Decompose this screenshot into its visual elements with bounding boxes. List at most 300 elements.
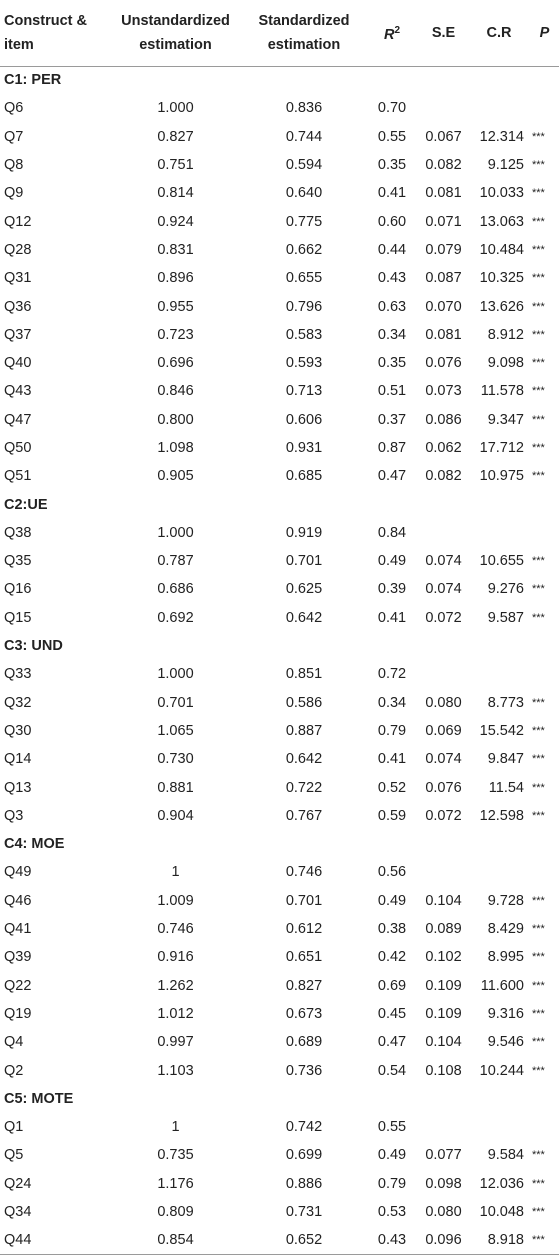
cell-se: 0.082 <box>425 468 462 485</box>
cell-cr: 11.578 <box>480 383 524 400</box>
cell-item: Q31 <box>4 270 32 287</box>
header-unstandardized-estimation: Unstandardized estimation <box>108 0 243 66</box>
cell-unstandardized: 0.881 <box>157 779 194 796</box>
cell-p <box>530 94 559 122</box>
cell-se: 0.089 <box>425 921 462 938</box>
cell-item: Q49 <box>4 864 32 881</box>
cell-unstandardized: 0.814 <box>157 185 194 202</box>
table-row <box>0 547 559 575</box>
cell-se: 0.108 <box>425 1062 462 1079</box>
cell-item: Q6 <box>4 100 24 117</box>
cell-p: *** <box>532 130 545 143</box>
cell-p <box>530 519 559 547</box>
cell-unstandardized: 0.751 <box>157 157 194 174</box>
cell-se: 0.087 <box>425 270 462 287</box>
cell-standardized: 0.887 <box>285 722 323 739</box>
cell-unstandardized: 1.103 <box>157 1062 194 1079</box>
cell-item: Q5 <box>4 1147 24 1164</box>
cell-se: 0.109 <box>425 1005 462 1022</box>
table-row <box>0 292 559 320</box>
cell-cr <box>468 519 530 547</box>
cell-unstandardized: 0.854 <box>108 1226 243 1254</box>
cell-standardized: 0.796 <box>285 298 323 315</box>
table-row <box>0 604 559 632</box>
cell-unstandardized: 0.809 <box>157 1204 194 1221</box>
cell-standardized: 0.699 <box>285 1147 323 1164</box>
table-row <box>0 1141 559 1169</box>
table-row <box>0 575 559 603</box>
cell-p: *** <box>532 328 545 341</box>
cell-unstandardized: 0.800 <box>157 411 194 428</box>
cell-unstandardized: 1.262 <box>157 977 194 994</box>
cell-p: *** <box>532 951 545 964</box>
cell-item: Q51 <box>4 468 32 485</box>
table-row <box>0 462 559 490</box>
cell-standardized: 0.583 <box>285 326 323 343</box>
cell-r-squared: 0.43 <box>377 270 407 287</box>
cell-unstandardized: 0.904 <box>157 807 194 824</box>
construct-group-row <box>0 66 559 94</box>
cell-item: Q38 <box>4 524 32 541</box>
cell-p: *** <box>532 555 545 568</box>
cell-cr: 8.429 <box>487 921 524 938</box>
cell-cr: 9.728 <box>487 892 524 909</box>
cell-se: 0.104 <box>425 1034 462 1051</box>
table-row <box>0 689 559 717</box>
cell-se: 0.081 <box>425 185 462 202</box>
table-header <box>0 0 559 66</box>
cell-standardized: 0.731 <box>285 1204 323 1221</box>
cell-se <box>419 1113 468 1141</box>
cell-item: Q41 <box>4 921 32 938</box>
cell-r-squared: 0.79 <box>377 1175 407 1192</box>
header-p: P <box>530 0 559 66</box>
cell-r-squared: 0.53 <box>377 1204 407 1221</box>
cell-standardized: 0.742 <box>285 1119 323 1136</box>
cell-r-squared: 0.87 <box>377 440 407 456</box>
cell-p: *** <box>532 781 545 794</box>
cell-r-squared: 0.55 <box>377 128 407 145</box>
cell-p: *** <box>532 923 545 936</box>
cell-standardized: 0.642 <box>285 751 323 768</box>
construct-group-row <box>0 830 559 858</box>
cell-unstandardized: 1.009 <box>157 892 194 909</box>
cell-r-squared: 0.63 <box>377 298 407 315</box>
cell-item: Q33 <box>4 666 32 683</box>
cell-unstandardized: 0.924 <box>157 213 194 230</box>
header-se: S.E <box>419 0 468 66</box>
cell-item: Q28 <box>4 241 32 258</box>
cell-se: 0.074 <box>425 581 462 598</box>
cell-cr <box>468 660 530 688</box>
cell-r-squared: 0.49 <box>377 892 407 909</box>
cell-unstandardized: 0.686 <box>157 581 194 598</box>
cell-cr: 8.995 <box>487 949 524 966</box>
table-row <box>0 236 559 264</box>
cell-se: 0.069 <box>425 722 462 739</box>
table-row <box>0 1226 559 1254</box>
construct-group-row <box>0 1085 559 1113</box>
table-row <box>0 123 559 151</box>
cell-unstandardized: 1.000 <box>157 524 194 541</box>
cell-standardized: 0.662 <box>285 241 323 258</box>
cell-p: *** <box>532 442 545 454</box>
cell-cr: 13.626 <box>479 298 524 315</box>
cell-se: 0.072 <box>425 609 462 626</box>
cell-p: *** <box>532 611 545 624</box>
cell-unstandardized: 0.827 <box>157 128 194 145</box>
cell-item: Q15 <box>4 609 32 626</box>
cell-unstandardized: 0.701 <box>157 694 194 711</box>
cell-unstandardized: 0.746 <box>157 921 194 938</box>
cell-standardized: 0.594 <box>285 157 323 174</box>
cell-unstandardized: 1.065 <box>157 722 194 739</box>
cell-item: Q13 <box>4 779 32 796</box>
cell-p: *** <box>532 1206 545 1219</box>
table-row <box>0 519 559 547</box>
cell-r-squared: 0.70 <box>377 100 407 117</box>
table-row <box>0 660 559 688</box>
construct-group-label: C4: MOE <box>4 836 65 853</box>
cell-se: 0.072 <box>425 807 462 824</box>
cell-item: Q35 <box>4 553 32 570</box>
cell-unstandardized: 0.730 <box>157 751 194 768</box>
cell-unstandardized: 0.787 <box>157 553 194 570</box>
cell-unstandardized: 0.735 <box>157 1147 194 1164</box>
cell-se: 0.109 <box>425 977 462 994</box>
cell-item: Q30 <box>4 722 32 739</box>
cell-cr <box>468 94 530 122</box>
cell-item: Q1 <box>4 1119 24 1136</box>
cell-r-squared: 0.47 <box>377 468 407 485</box>
cell-se: 0.067 <box>425 128 462 145</box>
cell-item: Q22 <box>4 977 32 994</box>
cell-item: Q7 <box>4 128 24 145</box>
cell-item: Q2 <box>4 1062 24 1079</box>
cell-cr: 17.712 <box>479 440 524 456</box>
cell-r-squared: 0.55 <box>377 1119 407 1136</box>
cell-r-squared: 0.41 <box>377 751 407 768</box>
cell-cr <box>468 858 530 886</box>
cell-r-squared: 0.38 <box>377 921 407 938</box>
cell-p <box>530 660 559 688</box>
cell-cr: 9.125 <box>487 157 524 174</box>
cell-item: Q12 <box>4 213 32 230</box>
cell-unstandardized: 0.723 <box>157 326 194 343</box>
table-row <box>0 1170 559 1198</box>
cell-se: 0.074 <box>425 751 462 768</box>
cell-p: *** <box>532 1177 545 1190</box>
cell-item: Q46 <box>4 892 32 909</box>
cell-r-squared: 0.35 <box>377 157 407 174</box>
cell-p: *** <box>532 159 545 172</box>
cell-p: *** <box>532 753 545 766</box>
cell-p: *** <box>532 724 545 737</box>
cell-standardized: 0.722 <box>285 779 323 796</box>
cell-unstandardized: 0.997 <box>157 1034 194 1051</box>
construct-group-row <box>0 490 559 518</box>
cell-cr <box>468 1113 530 1141</box>
cell-item: Q39 <box>4 949 32 966</box>
cell-standardized: 0.827 <box>285 977 323 994</box>
construct-group-label: C1: PER <box>4 72 62 89</box>
cell-standardized: 0.606 <box>285 411 323 428</box>
cell-r-squared: 0.84 <box>377 524 407 541</box>
cell-item: Q50 <box>4 440 32 456</box>
cell-cr: 9.347 <box>487 411 524 428</box>
cell-r-squared: 0.49 <box>377 553 407 570</box>
table-row <box>0 1000 559 1028</box>
cell-cr: 9.584 <box>487 1147 524 1164</box>
cell-se: 0.098 <box>425 1175 462 1192</box>
cell-r-squared: 0.49 <box>377 1147 407 1164</box>
cell-p: *** <box>532 1007 545 1020</box>
table-body <box>0 66 559 1254</box>
cell-r-squared: 0.54 <box>377 1062 407 1079</box>
header-construct-item: Construct & item <box>0 0 108 66</box>
cell-se: 0.062 <box>425 440 462 456</box>
cell-cr: 9.847 <box>487 751 524 768</box>
cell-unstandardized: 0.831 <box>157 241 194 258</box>
cell-r-squared: 0.47 <box>377 1034 407 1051</box>
cell-r-squared: 0.59 <box>377 807 407 824</box>
cell-standardized: 0.586 <box>285 694 323 711</box>
cell-item: Q19 <box>4 1005 32 1022</box>
cell-p: *** <box>532 413 545 426</box>
cell-r-squared: 0.41 <box>377 609 407 626</box>
cell-se: 0.079 <box>425 241 462 258</box>
table-row <box>0 207 559 235</box>
table-row <box>0 1113 559 1141</box>
cell-p: *** <box>532 300 545 313</box>
cell-r-squared: 0.34 <box>377 326 407 343</box>
cell-se: 0.077 <box>425 1147 462 1164</box>
cell-cr: 12.036 <box>479 1175 524 1192</box>
cell-unstandardized: 1.176 <box>157 1175 194 1192</box>
table-row <box>0 858 559 886</box>
cell-standardized: 0.767 <box>285 807 323 824</box>
cell-se <box>419 519 468 547</box>
cell-item: Q34 <box>4 1204 32 1221</box>
table-row <box>0 349 559 377</box>
cell-se <box>419 858 468 886</box>
cell-unstandardized: 0.955 <box>157 298 194 315</box>
cell-cr: 12.314 <box>479 128 524 145</box>
cell-cr: 8.773 <box>487 694 524 711</box>
table-row <box>0 745 559 773</box>
cell-standardized: 0.931 <box>285 440 323 456</box>
cell-standardized: 0.685 <box>285 468 323 485</box>
cell-r-squared: 0.44 <box>377 241 407 258</box>
construct-group-label: C2:UE <box>4 496 48 513</box>
cell-r-squared: 0.43 <box>365 1226 419 1254</box>
cell-r-squared: 0.37 <box>377 411 407 428</box>
cell-cr: 12.598 <box>479 807 524 824</box>
cell-standardized: 0.701 <box>285 553 323 570</box>
cell-unstandardized: 0.905 <box>157 468 194 485</box>
cell-se: 0.076 <box>425 355 462 372</box>
cell-p: *** <box>530 1226 559 1254</box>
table-row <box>0 94 559 122</box>
cell-cr: 10.325 <box>479 270 524 287</box>
cell-r-squared: 0.41 <box>377 185 407 202</box>
table-row <box>0 1198 559 1226</box>
cell-item: Q16 <box>4 581 32 598</box>
cell-se: 0.080 <box>425 694 462 711</box>
cell-r-squared: 0.56 <box>377 864 407 881</box>
table-row <box>0 321 559 349</box>
cell-se: 0.081 <box>425 326 462 343</box>
table-row <box>0 802 559 830</box>
table-row <box>0 972 559 1000</box>
cell-unstandardized: 0.696 <box>157 355 194 372</box>
cell-item: Q44 <box>0 1226 108 1254</box>
cell-item: Q4 <box>4 1034 24 1051</box>
cell-unstandardized: 1 <box>171 1119 180 1136</box>
cell-cr: 9.546 <box>487 1034 524 1051</box>
cell-se: 0.104 <box>425 892 462 909</box>
cell-p: *** <box>532 1149 545 1162</box>
cell-cr: 10.655 <box>479 553 524 570</box>
cell-standardized: 0.652 <box>243 1226 365 1254</box>
cell-se <box>419 94 468 122</box>
header-r-squared: $R^2$ <box>365 0 419 66</box>
cell-standardized: 0.736 <box>285 1062 323 1079</box>
cell-p: *** <box>532 894 545 907</box>
cell-unstandardized: 0.896 <box>157 270 194 287</box>
cell-se: 0.102 <box>425 949 462 966</box>
cell-item: Q24 <box>4 1175 32 1192</box>
cell-item: Q14 <box>4 751 32 768</box>
cell-standardized: 0.836 <box>285 100 323 117</box>
cell-standardized: 0.701 <box>285 892 323 909</box>
cell-cr: 10.048 <box>479 1204 524 1221</box>
cell-standardized: 0.593 <box>285 355 323 372</box>
cell-p: *** <box>532 583 545 596</box>
cell-cr: 10.484 <box>479 241 524 258</box>
cell-cr: 11.54 <box>488 779 524 796</box>
cell-se: 0.096 <box>419 1226 468 1254</box>
table-row <box>0 1056 559 1084</box>
cell-standardized: 0.625 <box>285 581 323 598</box>
cell-item: Q36 <box>4 298 32 315</box>
cell-standardized: 0.655 <box>285 270 323 287</box>
table-row <box>0 915 559 943</box>
cell-standardized: 0.851 <box>285 666 323 683</box>
cell-p: *** <box>532 1064 545 1077</box>
cell-unstandardized: 0.846 <box>157 383 194 400</box>
cell-p: *** <box>532 215 545 228</box>
cell-cr: 10.033 <box>479 185 524 202</box>
cell-item: Q9 <box>4 185 24 202</box>
cell-r-squared: 0.42 <box>377 949 407 966</box>
cell-standardized: 0.746 <box>285 864 323 881</box>
cell-item: Q3 <box>4 807 24 824</box>
cell-cr: 15.542 <box>479 722 524 739</box>
cell-unstandardized: 1.000 <box>157 666 194 683</box>
cell-r-squared: 0.79 <box>377 722 407 739</box>
cell-unstandardized: 1 <box>171 864 180 881</box>
cell-standardized: 0.689 <box>285 1034 323 1051</box>
cell-p: *** <box>532 187 545 200</box>
cell-p: *** <box>532 470 545 483</box>
cell-unstandardized: 1.098 <box>157 440 194 456</box>
table-row <box>0 773 559 801</box>
table-row <box>0 943 559 971</box>
cell-r-squared: 0.72 <box>377 666 407 683</box>
cell-r-squared: 0.51 <box>377 383 407 400</box>
cell-se <box>419 660 468 688</box>
cell-cr: 9.098 <box>487 355 524 372</box>
cell-unstandardized: 0.916 <box>157 949 194 966</box>
table-row <box>0 264 559 292</box>
cell-cr: 9.276 <box>487 581 524 598</box>
cell-se: 0.076 <box>425 779 462 796</box>
cell-se: 0.074 <box>425 553 462 570</box>
cell-standardized: 0.640 <box>285 185 323 202</box>
cell-p: *** <box>532 696 545 709</box>
cell-cr: 10.244 <box>479 1062 524 1079</box>
cell-unstandardized: 1.000 <box>157 100 194 117</box>
cell-cr: 10.975 <box>479 468 524 485</box>
cell-cr: 9.316 <box>487 1005 524 1022</box>
cell-p: *** <box>532 1036 545 1049</box>
cell-standardized: 0.713 <box>285 383 323 400</box>
cell-standardized: 0.744 <box>285 128 323 145</box>
table-row <box>0 887 559 915</box>
cell-cr: 9.587 <box>487 609 524 626</box>
cell-cr: 13.063 <box>479 213 524 230</box>
cell-se: 0.086 <box>425 411 462 428</box>
cell-cr: 8.912 <box>487 326 524 343</box>
table-row <box>0 434 559 462</box>
header-cr: C.R <box>468 0 530 66</box>
cell-standardized: 0.886 <box>285 1175 323 1192</box>
cell-standardized: 0.775 <box>285 213 323 230</box>
cell-item: Q47 <box>4 411 32 428</box>
cell-r-squared: 0.52 <box>377 779 407 796</box>
cell-unstandardized: 1.012 <box>157 1005 194 1022</box>
cell-p <box>530 858 559 886</box>
cell-p: *** <box>532 385 545 398</box>
cell-item: Q43 <box>4 383 32 400</box>
cell-unstandardized: 0.692 <box>157 609 194 626</box>
cell-cr: 11.600 <box>480 977 524 994</box>
cell-cr: 8.918 <box>468 1226 530 1254</box>
table-row <box>0 377 559 405</box>
table-row <box>0 406 559 434</box>
cell-item: Q8 <box>4 157 24 174</box>
cell-se: 0.071 <box>425 213 462 230</box>
cell-r-squared: 0.35 <box>377 355 407 372</box>
construct-group-row <box>0 632 559 660</box>
cell-r-squared: 0.69 <box>377 977 407 994</box>
table-row <box>0 179 559 207</box>
table-row <box>0 1028 559 1056</box>
construct-group-label: C3: UND <box>4 638 63 655</box>
cell-standardized: 0.642 <box>285 609 323 626</box>
cell-r-squared: 0.34 <box>377 694 407 711</box>
header-standardized-estimation: Standardized estimation <box>243 0 365 66</box>
cell-p: *** <box>532 243 545 256</box>
table-row <box>0 151 559 179</box>
cell-standardized: 0.651 <box>285 949 323 966</box>
cell-r-squared: 0.60 <box>377 213 407 230</box>
cell-se: 0.082 <box>425 157 462 174</box>
cell-p: *** <box>532 272 545 285</box>
cell-item: Q32 <box>4 694 32 711</box>
cell-r-squared: 0.45 <box>377 1005 407 1022</box>
